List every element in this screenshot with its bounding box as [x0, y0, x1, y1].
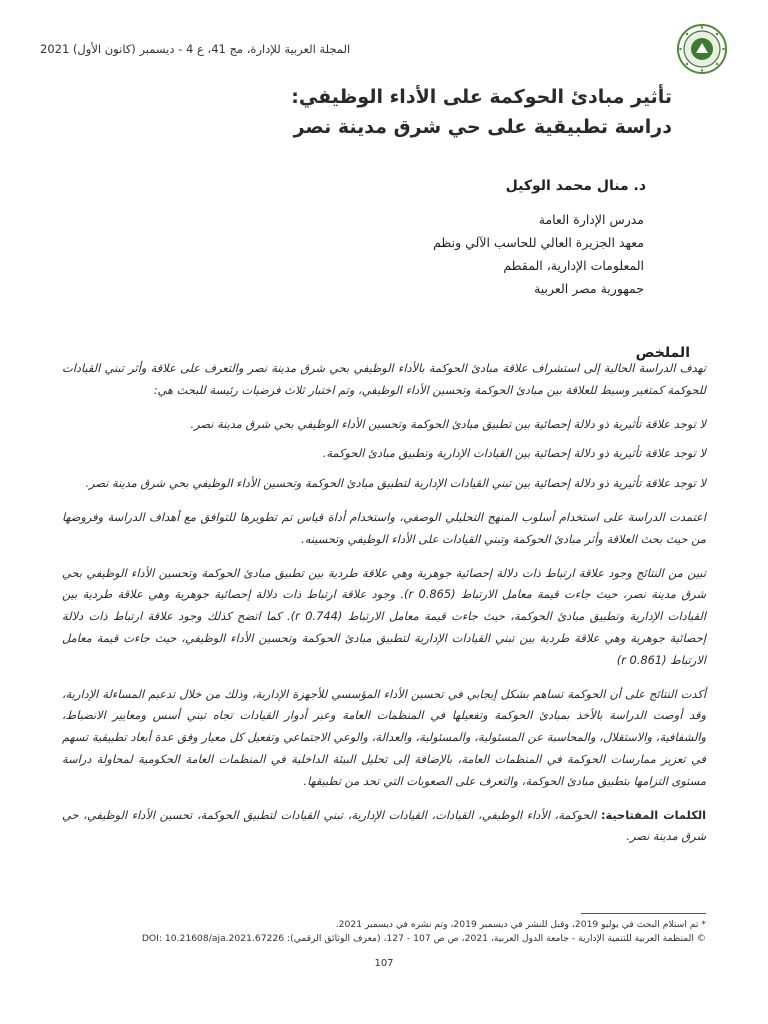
author-name: د. منال محمد الوكيل	[505, 178, 646, 194]
footnote-received: * تم استلام البحث في يوليو 2019، وقبل للنشر في ديسمبر 2019، وتم نشره في ديسمبر 2021.	[335, 919, 706, 930]
footnote-copyright: © المنظمة العربية للتنمية الإدارية - جامعة الدول العربية، 2021، ص ص 107 - 127، (معرف الوثائق الرقمي): DOI: 10.21608/aja.2021.67226	[141, 932, 706, 944]
hypothesis-1: لا توجد علاقة تأثيرية ذو دلالة إحصائية بين تطبيق مبادئ الحوكمة وتحسين الأداء الوظيفي بحي شرق مدينة نصر.	[190, 416, 706, 431]
keywords	[62, 805, 706, 849]
abstract-paragraph: اعتمدت الدراسة على استخدام أسلوب المنهج التحليلي الوصفي، واستخدام أداة قياس تم تطويرها للتوافق مع أهداف الدراسة وفروضها من حيث بحث العلاقة وأثر مبادئ الحوكمة وتبني القيادات على الأداء الوظيفي وتحسينه.	[62, 509, 706, 546]
abstract-paragraph: تبين من النتائج وجود علاقة ارتباط ذات دلالة إحصائية جوهرية وهي علاقة طردية بين تطبيق مبادئ الحوكمة وتحسين الأداء الوظيفي بحي شرق مدينة نصر، حيث جاءت قيمة معامل الارتباط (r 0.865). وجود علاقة ارتباط ذات دلالة إحصائية جوهرية وهي علاقة طردية بين القيادات الإدارية وتطبيق مبادئ الحوكمة، حيث جاءت قيمة معامل الارتباط (r 0.744). كما اتضح كذلك وجود علاقة ارتباط ذات دلالة إحصائية جوهرية وهي علاقة طردية بين تبني القيادات الإدارية لتطبيق مبادئ الحوكمة وتحسين الأداء الوظيفي، حيث جاءت قيمة معامل الارتباط (r 0.861)	[62, 565, 707, 667]
abstract-heading: الملخص	[635, 345, 690, 361]
abstract-paragraph: أكدت النتائج على أن الحوكمة تساهم بشكل إيجابي في تحسين الأداء المؤسسي للأجهزة الإدارية، وذلك من خلال تدعيم المساءلة الإدارية، وقد أوصت الدراسة بالأخذ بمبادئ الحوكمة وتفعيلها في المنظمات العامة وعبر أدوار القيادات تجاه تبني أسس ومعايير الانضباط، والشفافية، والاستقلال، والمحاسبة عن المسئولية، والمسئولية، والعدالة، والوعي الاجتماعي وتفعيل كل معيار وفق عدة أبعاد تطبيقية تسهم في تعزيز ممارسات الحوكمة في المنظمات العامة، بالإضافة إلى تحليل البيئة الداخلية في المنظمات العامة الحكومية لمحاولة دراسة مستوى التزامها بتطبيق مبادئ الحوكمة، والتعرف على الصعوبات التي تحد من تطبيقها.	[62, 686, 706, 788]
footnotes	[62, 918, 706, 945]
abstract-body	[62, 358, 706, 860]
page-number: 107	[374, 958, 394, 969]
affiliation-line: جمهورية مصر العربية	[534, 281, 644, 296]
title-line-1: تأثير مبادئ الحوكمة على الأداء الوظيفي:	[291, 86, 672, 108]
hypothesis-3: لا توجد علاقة تأثيرية ذو دلالة إحصائية بين تبني القيادات الإدارية لتطبيق مبادئ الحوكمة وتحسين الأداء الوظيفي بحي شرق مدينة نصر.	[85, 476, 706, 491]
affiliation-line: معهد الجزيرة العالي للحاسب الآلي ونظم	[433, 235, 644, 250]
keywords-label: الكلمات المفتاحية:	[600, 807, 706, 822]
affiliation-line: مدرس الإدارة العامة	[538, 212, 644, 227]
abstract-paragraph: تهدف الدراسة الحالية إلى استشراف علاقة مبادئ الحوكمة بالأداء الوظيفي بحي شرق مدينة نصر والتعرف على علاقة وأثر تبني القيادات للحوكمة كمتغير وسيط للعلاقة بين مبادئ الحوكمة وتحسين الأداء الوظيفي، وتم اختبار ثلاث فرضيات رئيسة للبحث هي:	[62, 361, 706, 397]
title-line-2: دراسة تطبيقية على حي شرق مدينة نصر	[293, 116, 672, 138]
hypothesis-2: لا توجد علاقة تأثيرية ذو دلالة إحصائية بين القيادات الإدارية وتطبيق مبادئ الحوكمة.	[322, 446, 706, 461]
arab-organization-seal-icon	[676, 23, 728, 75]
page-header	[40, 18, 728, 80]
article-title	[60, 82, 672, 142]
affiliation-line: المعلومات الإدارية، المقطم	[503, 258, 644, 273]
footnote-divider	[581, 913, 706, 914]
author-affiliation	[433, 208, 644, 300]
journal-citation: المجلة العربية للإدارة، مج 41، ع 4 - ديسمبر (كانون الأول) 2021	[40, 42, 351, 56]
keywords-list: الحوكمة، الأداء الوظيفي، القيادات، القيادات الإدارية، تبني القيادات لتطبيق الحوكمة، تحسين الأداء الوظيفي، حي شرق مدينة نصر.	[62, 807, 706, 844]
